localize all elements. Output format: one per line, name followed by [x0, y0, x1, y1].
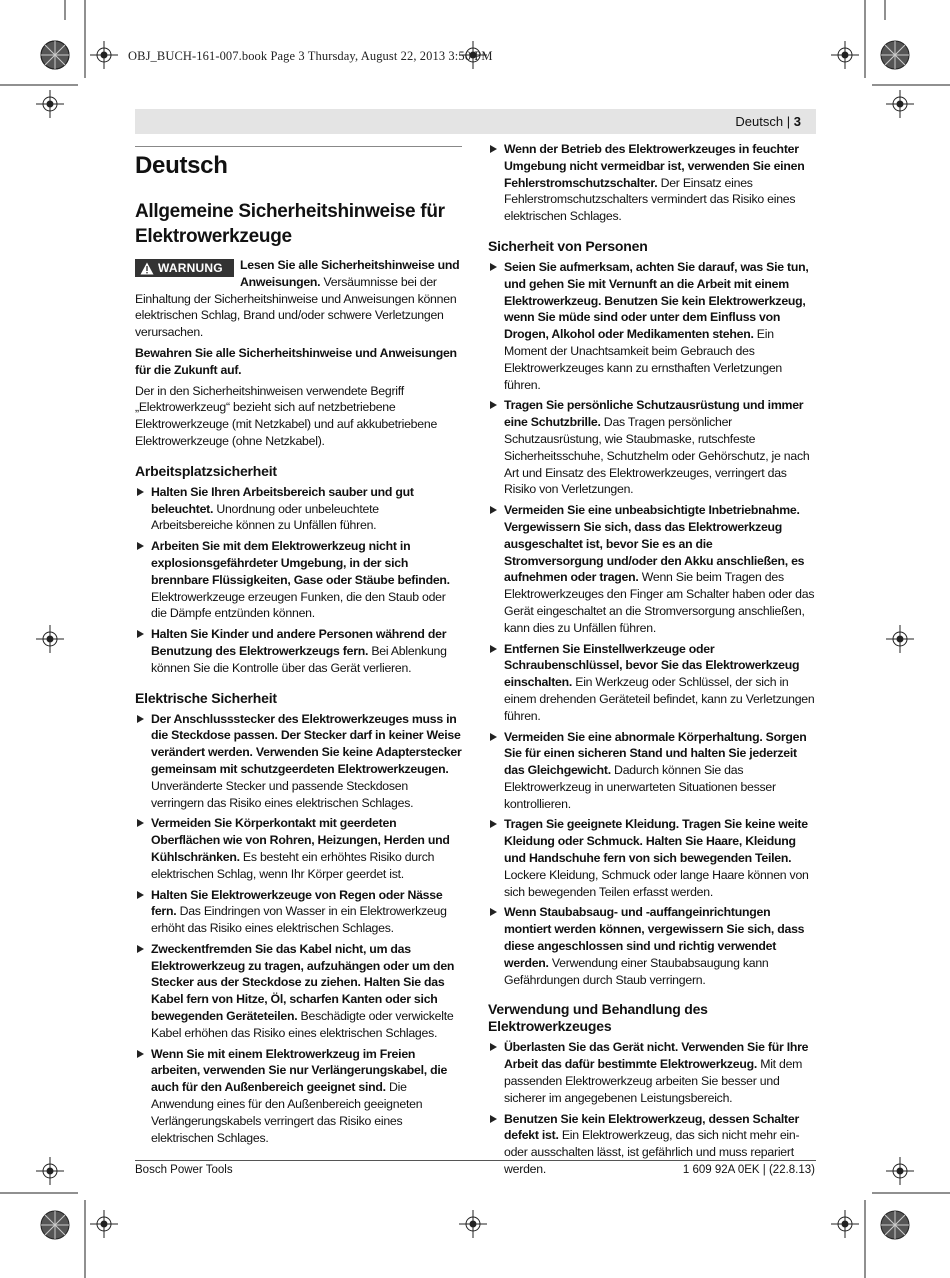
- bullet-arrow-icon: [137, 1050, 144, 1058]
- safety-item: [488, 729, 815, 813]
- warning-text: Versäumnisse bei der Einhaltung der Sicherheitshinweise und Anweisungen können elektrischen Schlag, Brand und/oder schwere Verletzungen verursachen.: [135, 274, 457, 340]
- crosshair-mid-left: [36, 625, 64, 653]
- color-target-bottom-left: [41, 1211, 69, 1239]
- item-text: Mit dem passenden Elektrowerkzeug arbeiten Sie besser und sicherer im angegebenen Leistungsbereich.: [504, 1057, 803, 1105]
- item-bold-text: Entfernen Sie Einstellwerkzeuge oder Schraubenschlüssel, bevor Sie das Elektrowerkzeug einschalten.: [504, 641, 800, 690]
- safety-item: [135, 887, 462, 937]
- item-text: Das Eindringen von Wasser in ein Elektrowerkzeug erhöht das Risiko eines elektrischen Schlages.: [151, 904, 447, 936]
- item-text: Der Einsatz eines Fehlerstromschutzschalters vermindert das Risiko eines elektrischen Schlages.: [504, 175, 796, 224]
- item-bold-text: Vermeiden Sie eine abnormale Körperhaltung. Sorgen Sie für einen sicheren Stand und halten Sie jederzeit das Gleichgewicht.: [504, 729, 807, 778]
- bullet-arrow-icon: [490, 645, 497, 653]
- bullet-arrow-icon: [137, 542, 144, 550]
- item-bold-text: Der Anschlussstecker des Elektrowerkzeuges muss in die Steckdose passen. Der Stecker darf in keiner Weise verändert werden. Verwenden Sie keine Adapterstecker gemeinsam mit schutzgeerdeten Elektrowerkzeugen.: [151, 711, 462, 776]
- item-bold-text: Halten Sie Ihren Arbeitsbereich sauber und gut beleuchtet.: [151, 484, 414, 516]
- item-bold-text: Wenn Staubabsaug- und -auffangeinrichtungen montiert werden können, vergewissern Sie sich, dass diese angeschlossen sind und richtig verwendet werden.: [504, 905, 805, 970]
- item-text: Unveränderte Stecker und passende Steckdosen verringern das Risiko eines elektrischen Schlages.: [151, 778, 414, 810]
- item-bold-text: Zweckentfremden Sie das Kabel nicht, um das Elektrowerkzeug zu tragen, aufzuhängen oder um den Stecker aus der Steckdose zu ziehen. Halten Sie das Kabel fern von Hitze, Öl, scharfen Kanten oder sich bewegenden Geräteteilen.: [151, 941, 455, 1024]
- section-list: [135, 484, 462, 677]
- footer-rule: [135, 1160, 816, 1161]
- left-column: [135, 146, 462, 1150]
- bullet-arrow-icon: [137, 819, 144, 827]
- page-title: Deutsch: [135, 152, 228, 179]
- bullet-arrow-icon: [490, 506, 497, 514]
- item-text: Dadurch können Sie das Elektrowerkzeug in unerwarteten Situationen besser kontrollieren.: [504, 763, 776, 811]
- safety-item: [488, 397, 815, 498]
- bullet-arrow-icon: [490, 908, 497, 916]
- item-text: Ein Werkzeug oder Schlüssel, der sich in einem drehenden Geräteteil befindet, kann zu Verletzungen führen.: [504, 675, 815, 723]
- bullet-arrow-icon: [137, 945, 144, 953]
- page-header-label: Deutsch | 3: [735, 114, 801, 129]
- bullet-arrow-icon: [490, 1115, 497, 1123]
- item-text: Unordnung oder unbeleuchtete Arbeitsbereiche können zu Unfällen führen.: [151, 501, 379, 533]
- term-paragraph: Der in den Sicherheitshinweisen verwendete Begriff „Elektrowerkzeug“ bezieht sich auf netzbetriebene Elektrowerkzeuge (mit Netzkabel) und auf akkubetriebene Elektrowerkzeuge (ohne Netzkabel).: [135, 383, 438, 448]
- footer-doc-number: 1 609 92A 0EK | (22.8.13): [682, 1164, 815, 1176]
- bullet-arrow-icon: [490, 733, 497, 741]
- print-slug-line: OBJ_BUCH-161-007.book Page 3 Thursday, August 22, 2013 3:50 PM: [128, 49, 493, 63]
- section-heading: Arbeitsplatzsicherheit: [135, 462, 277, 479]
- crosshair-bottom-right: [831, 1210, 859, 1238]
- main-heading: Allgemeine Sicherheitshinweise für Elektrowerkzeuge: [135, 201, 445, 247]
- bullet-arrow-icon: [137, 630, 144, 638]
- item-bold-text: Seien Sie aufmerksam, achten Sie darauf, was Sie tun, und gehen Sie mit Vernunft an die Arbeit mit einem Elektrowerkzeug. Benutzen Sie kein Elektrowerkzeug, wenn Sie müde sind oder unter dem Einfluss von Drogen, Alkohol oder Medikamenten stehen.: [504, 259, 809, 342]
- page-header-bar: [135, 109, 816, 134]
- safety-item: [488, 259, 815, 393]
- section-list: [488, 259, 815, 988]
- section-heading: Elektrische Sicherheit: [135, 689, 277, 706]
- item-bold-text: Benutzen Sie kein Elektrowerkzeug, dessen Schalter defekt ist.: [504, 1111, 800, 1143]
- item-text: Wenn Sie beim Tragen des Elektrowerkzeuges den Finger am Schalter haben oder das Gerät eingeschaltet an die Stromversorgung anschließen, kann dies zu Unfällen führen.: [504, 570, 815, 635]
- item-bold-text: Tragen Sie geeignete Kleidung. Tragen Sie keine weite Kleidung oder Schmuck. Halten Sie Haare, Kleidung und Handschuhe fern von sich bewegenden Teilen.: [504, 817, 808, 866]
- safety-item: [488, 141, 815, 225]
- bullet-arrow-icon: [137, 891, 144, 899]
- item-text: Ein Elektrowerkzeug, das sich nicht mehr ein- oder ausschalten lässt, ist gefährlich und muss repariert werden.: [504, 1128, 800, 1177]
- crosshair-lower-left: [36, 1157, 64, 1185]
- keep-notice: Bewahren Sie alle Sicherheitshinweise und Anweisungen für die Zukunft auf.: [135, 345, 457, 377]
- safety-item: [488, 502, 815, 636]
- item-bold-text: Tragen Sie persönliche Schutzausrüstung und immer eine Schutzbrille.: [504, 398, 804, 430]
- safety-item: [135, 538, 462, 622]
- crosshair-upper-left: [36, 90, 64, 118]
- safety-item: [135, 1046, 462, 1147]
- crosshair-top-left: [90, 41, 118, 69]
- safety-item: [135, 711, 462, 812]
- section-list: [488, 1039, 815, 1177]
- item-text: Die Anwendung eines für den Außenbereich geeigneten Verlängerungskabels verringert das Risiko eines elektrischen Schlages.: [151, 1080, 423, 1145]
- section-list: [135, 711, 462, 1147]
- bullet-arrow-icon: [490, 1043, 497, 1051]
- safety-item: [488, 904, 815, 988]
- item-text: Verwendung einer Staubabsaugung kann Gefährdungen durch Staub verringern.: [504, 955, 769, 987]
- color-target-top-left: [41, 41, 69, 69]
- warning-bold-text: Lesen Sie alle Sicherheitshinweise und Anweisungen.: [240, 258, 460, 289]
- right-column: [488, 141, 815, 1182]
- section-heading: Sicherheit von Personen: [488, 237, 648, 254]
- title-rule: [135, 146, 462, 147]
- item-text: Bei Ablenkung können Sie die Kontrolle über das Gerät verlieren.: [151, 643, 447, 675]
- item-bold-text: Arbeiten Sie mit dem Elektrowerkzeug nicht in explosionsgefährdeter Umgebung, in der sich brennbare Flüssigkeiten, Gase oder Stäube befinden.: [151, 539, 450, 587]
- warning-badge: WARNUNG: [135, 259, 234, 277]
- item-bold-text: Wenn der Betrieb des Elektrowerkzeuges in feuchter Umgebung nicht vermeidbar ist, verwenden Sie einen Fehlerstromschutzschalter.: [504, 142, 805, 190]
- crosshair-bottom-left: [90, 1210, 118, 1238]
- color-target-bottom-right: [881, 1211, 909, 1239]
- item-text: Das Tragen persönlicher Schutzausrüstung, wie Staubmaske, rutschfeste Sicherheitsschuhe, Schutzhelm oder Gehörschutz, je nach Art und Einsatz des Elektrowerkzeuges, verringert das Risiko von Verletzungen.: [504, 415, 810, 497]
- crosshair-top-right: [831, 41, 859, 69]
- safety-item: [135, 941, 462, 1042]
- item-text: Ein Moment der Unachtsamkeit beim Gebrauch des Elektrowerkzeuges kann zu ernsthaften Verletzungen führen.: [504, 327, 783, 392]
- right-sections: [488, 238, 815, 1178]
- crosshair-bottom-center: [459, 1210, 487, 1238]
- bullet-arrow-icon: [137, 488, 144, 496]
- warning-notice: [135, 257, 462, 341]
- item-text: Es besteht ein erhöhtes Risiko durch elektrischen Schlag, wenn Ihr Körper geerdet ist.: [151, 849, 435, 881]
- safety-item: [135, 484, 462, 534]
- bullet-arrow-icon: [490, 145, 497, 153]
- crosshair-lower-right: [886, 1157, 914, 1185]
- safety-item: [488, 641, 815, 725]
- item-text: Elektrowerkzeuge erzeugen Funken, die den Staub oder die Dämpfe entzünden können.: [151, 589, 446, 621]
- safety-item: [135, 626, 462, 676]
- item-bold-text: Vermeiden Sie eine unbeabsichtigte Inbetriebnahme. Vergewissern Sie sich, dass das Elektrowerkzeug ausgeschaltet ist, bevor Sie es an die Stromversorgung und/oder den Akku anschließen, es aufnehmen oder tragen.: [504, 503, 805, 585]
- safety-item: [488, 816, 815, 900]
- color-target-top-right: [881, 41, 909, 69]
- bullet-arrow-icon: [137, 715, 144, 723]
- item-text: Beschädigte oder verwickelte Kabel erhöhen das Risiko eines elektrischen Schlages.: [151, 1009, 454, 1040]
- item-bold-text: Wenn Sie mit einem Elektrowerkzeug im Freien arbeiten, verwenden Sie nur Verlängerungskabel, die auch für den Außenbereich geeignet sind.: [151, 1046, 448, 1095]
- section-heading: Verwendung und Behandlung des Elektrowerkzeuges: [488, 1001, 708, 1035]
- bullet-arrow-icon: [490, 263, 497, 271]
- left-sections: [135, 463, 462, 1147]
- crosshair-upper-right: [886, 90, 914, 118]
- item-text: Lockere Kleidung, Schmuck oder lange Haare können von sich bewegenden Teilen erfasst werden.: [504, 867, 809, 899]
- item-bold-text: Vermeiden Sie Körperkontakt mit geerdeten Oberflächen wie von Rohren, Heizungen, Herden und Kühlschränken.: [151, 816, 450, 864]
- bullet-arrow-icon: [490, 820, 497, 828]
- crosshair-mid-right: [886, 625, 914, 653]
- safety-item: [135, 815, 462, 882]
- item-bold-text: Überlasten Sie das Gerät nicht. Verwenden Sie für Ihre Arbeit das dafür bestimmte Elektrowerkzeug.: [504, 1040, 809, 1072]
- item-bold-text: Halten Sie Kinder und andere Personen während der Benutzung des Elektrowerkzeugs fern.: [151, 627, 447, 658]
- warning-triangle-icon: [140, 262, 154, 275]
- right-intro-list: [488, 141, 815, 225]
- item-bold-text: Halten Sie Elektrowerkzeuge von Regen oder Nässe fern.: [151, 887, 443, 919]
- bullet-arrow-icon: [490, 401, 497, 409]
- safety-item: [488, 1039, 815, 1106]
- footer-publisher: Bosch Power Tools: [135, 1164, 233, 1176]
